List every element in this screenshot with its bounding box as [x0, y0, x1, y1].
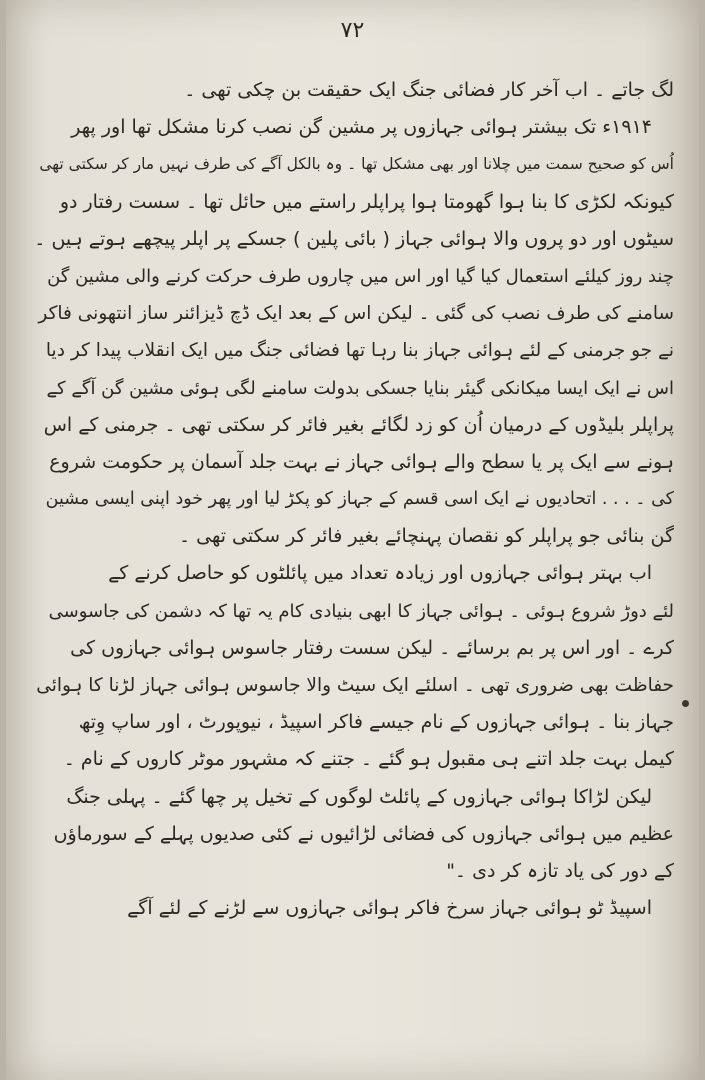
text-line: سامنے کی طرف نصب کی گئی ۔ لیکن اس کے بعد ایک ڈچ ڈیزائنر ساز انتھونی فاکر	[38, 303, 674, 325]
text-line: چند روز کیلئے استعمال کیا گیا اور اس میں چاروں طرف حرکت کرنے والی مشین گن	[47, 265, 674, 287]
text-line: عظیم میں ہوائی جہازوں کی فضائی لڑائیوں نے کئی صدیوں پہلے کے سورماؤں	[53, 822, 674, 845]
text-line: پراپلر بلیڈوں کے درمیان اُن کو زد لگائے بغیر فائر کر سکتی تھی ۔ جرمنی کے اس	[43, 413, 674, 436]
text-line: سیٹوں اور دو پروں والا ہوائی جہاز ( بائی پلین ) جسکے پر اپلر پیچھے ہوتے ہیں ۔	[34, 227, 674, 250]
text-line: اس نے ایک ایسا میکانکی گیئر بنایا جسکی بدولت سامنے لگی ہوئی مشین گن آگے کے	[46, 377, 674, 399]
text-line: کی ۔ . . . اتحادیوں نے ایک اسی قسم کے جہاز کو پکڑ لیا اور پھر خود اپنی ایسی مشین	[45, 489, 674, 510]
page-number: ۷۲	[340, 18, 365, 43]
text-line: کے دور کی یاد تازہ کر دی ۔"	[446, 859, 674, 882]
text-line: کیمل بہت جلد اتنے ہی مقبول ہو گئے ۔ جتنے کہ مشہور موٹر کاروں کے نام ۔	[63, 748, 674, 771]
text-line: کرے ۔ اور اس پر بم برسائے ۔ لیکن سست رفتار جاسوس ہوائی جہازوں کی	[70, 636, 674, 659]
page-body-text	[34, 72, 674, 927]
text-line: اسپیڈ ٹو ہوائی جہاز سرخ فاکر ہوائی جہازوں سے لڑنے کے لئے آگے	[127, 897, 652, 920]
margin-ink-dot	[682, 700, 689, 707]
text-line: اب بہتر ہوائی جہازوں اور زیادہ تعداد میں پائلٹوں کو حاصل کرنے کے	[108, 562, 652, 585]
book-page	[6, 0, 699, 1080]
text-line: ہونے سے ایک پر یا سطح والے ہوائی جہاز نے بہت جلد آسمان پر حکومت شروع	[49, 450, 674, 473]
text-line: لئے دوڑ شروع ہوئی ۔ ہوائی جہاز کا ابھی بنیادی کام یہ تھا کہ دشمن کی جاسوسی	[48, 600, 674, 622]
text-line: لگ جاتے ۔ اب آخر کار فضائی جنگ ایک حقیقت بن چکی تھی ۔	[184, 79, 674, 101]
text-line: نے جو جرمنی کے لئے ہوائی جہاز بنا رہا تھا فضائی جنگ میں ایک انقلاب پیدا کر دیا	[45, 340, 674, 362]
text-line: گن بنائی جو پراپلر کو نقصان پہنچائے بغیر فائر کر سکتی تھی ۔	[178, 525, 674, 548]
text-line: جہاز بنا ۔ ہوائی جہازوں کے نام جیسے فاکر اسپیڈ ، نیوپورٹ ، اور ساپ وِتھ	[78, 711, 674, 734]
text-line: کیونکہ لکڑی کا بنا ہوا گھومتا ہوا پراپلر راستے میں حائل تھا ۔ سست رفتار دو	[59, 190, 674, 213]
text-line: حفاظت بھی ضروری تھی ۔ اسلئے ایک سیٹ والا جاسوس ہوائی جہاز لڑنا کا ہوائی	[36, 675, 674, 696]
text-line: ۱۹۱۴ء تک بیشتر ہوائی جہازوں پر مشین گن نصب کرنا مشکل تھا اور پھر	[71, 116, 652, 139]
text-line: اُس کو صحیح سمت میں چلانا اور بھی مشکل تھا ۔ وہ بالکل آگے کی طرف نہیں مار کر سکتی تھی	[39, 155, 674, 174]
text-line: لیکن لڑاکا ہوائی جہازوں کے پائلٹ لوگوں کے تخیل پر چھا گئے ۔ پہلی جنگ	[66, 785, 652, 808]
